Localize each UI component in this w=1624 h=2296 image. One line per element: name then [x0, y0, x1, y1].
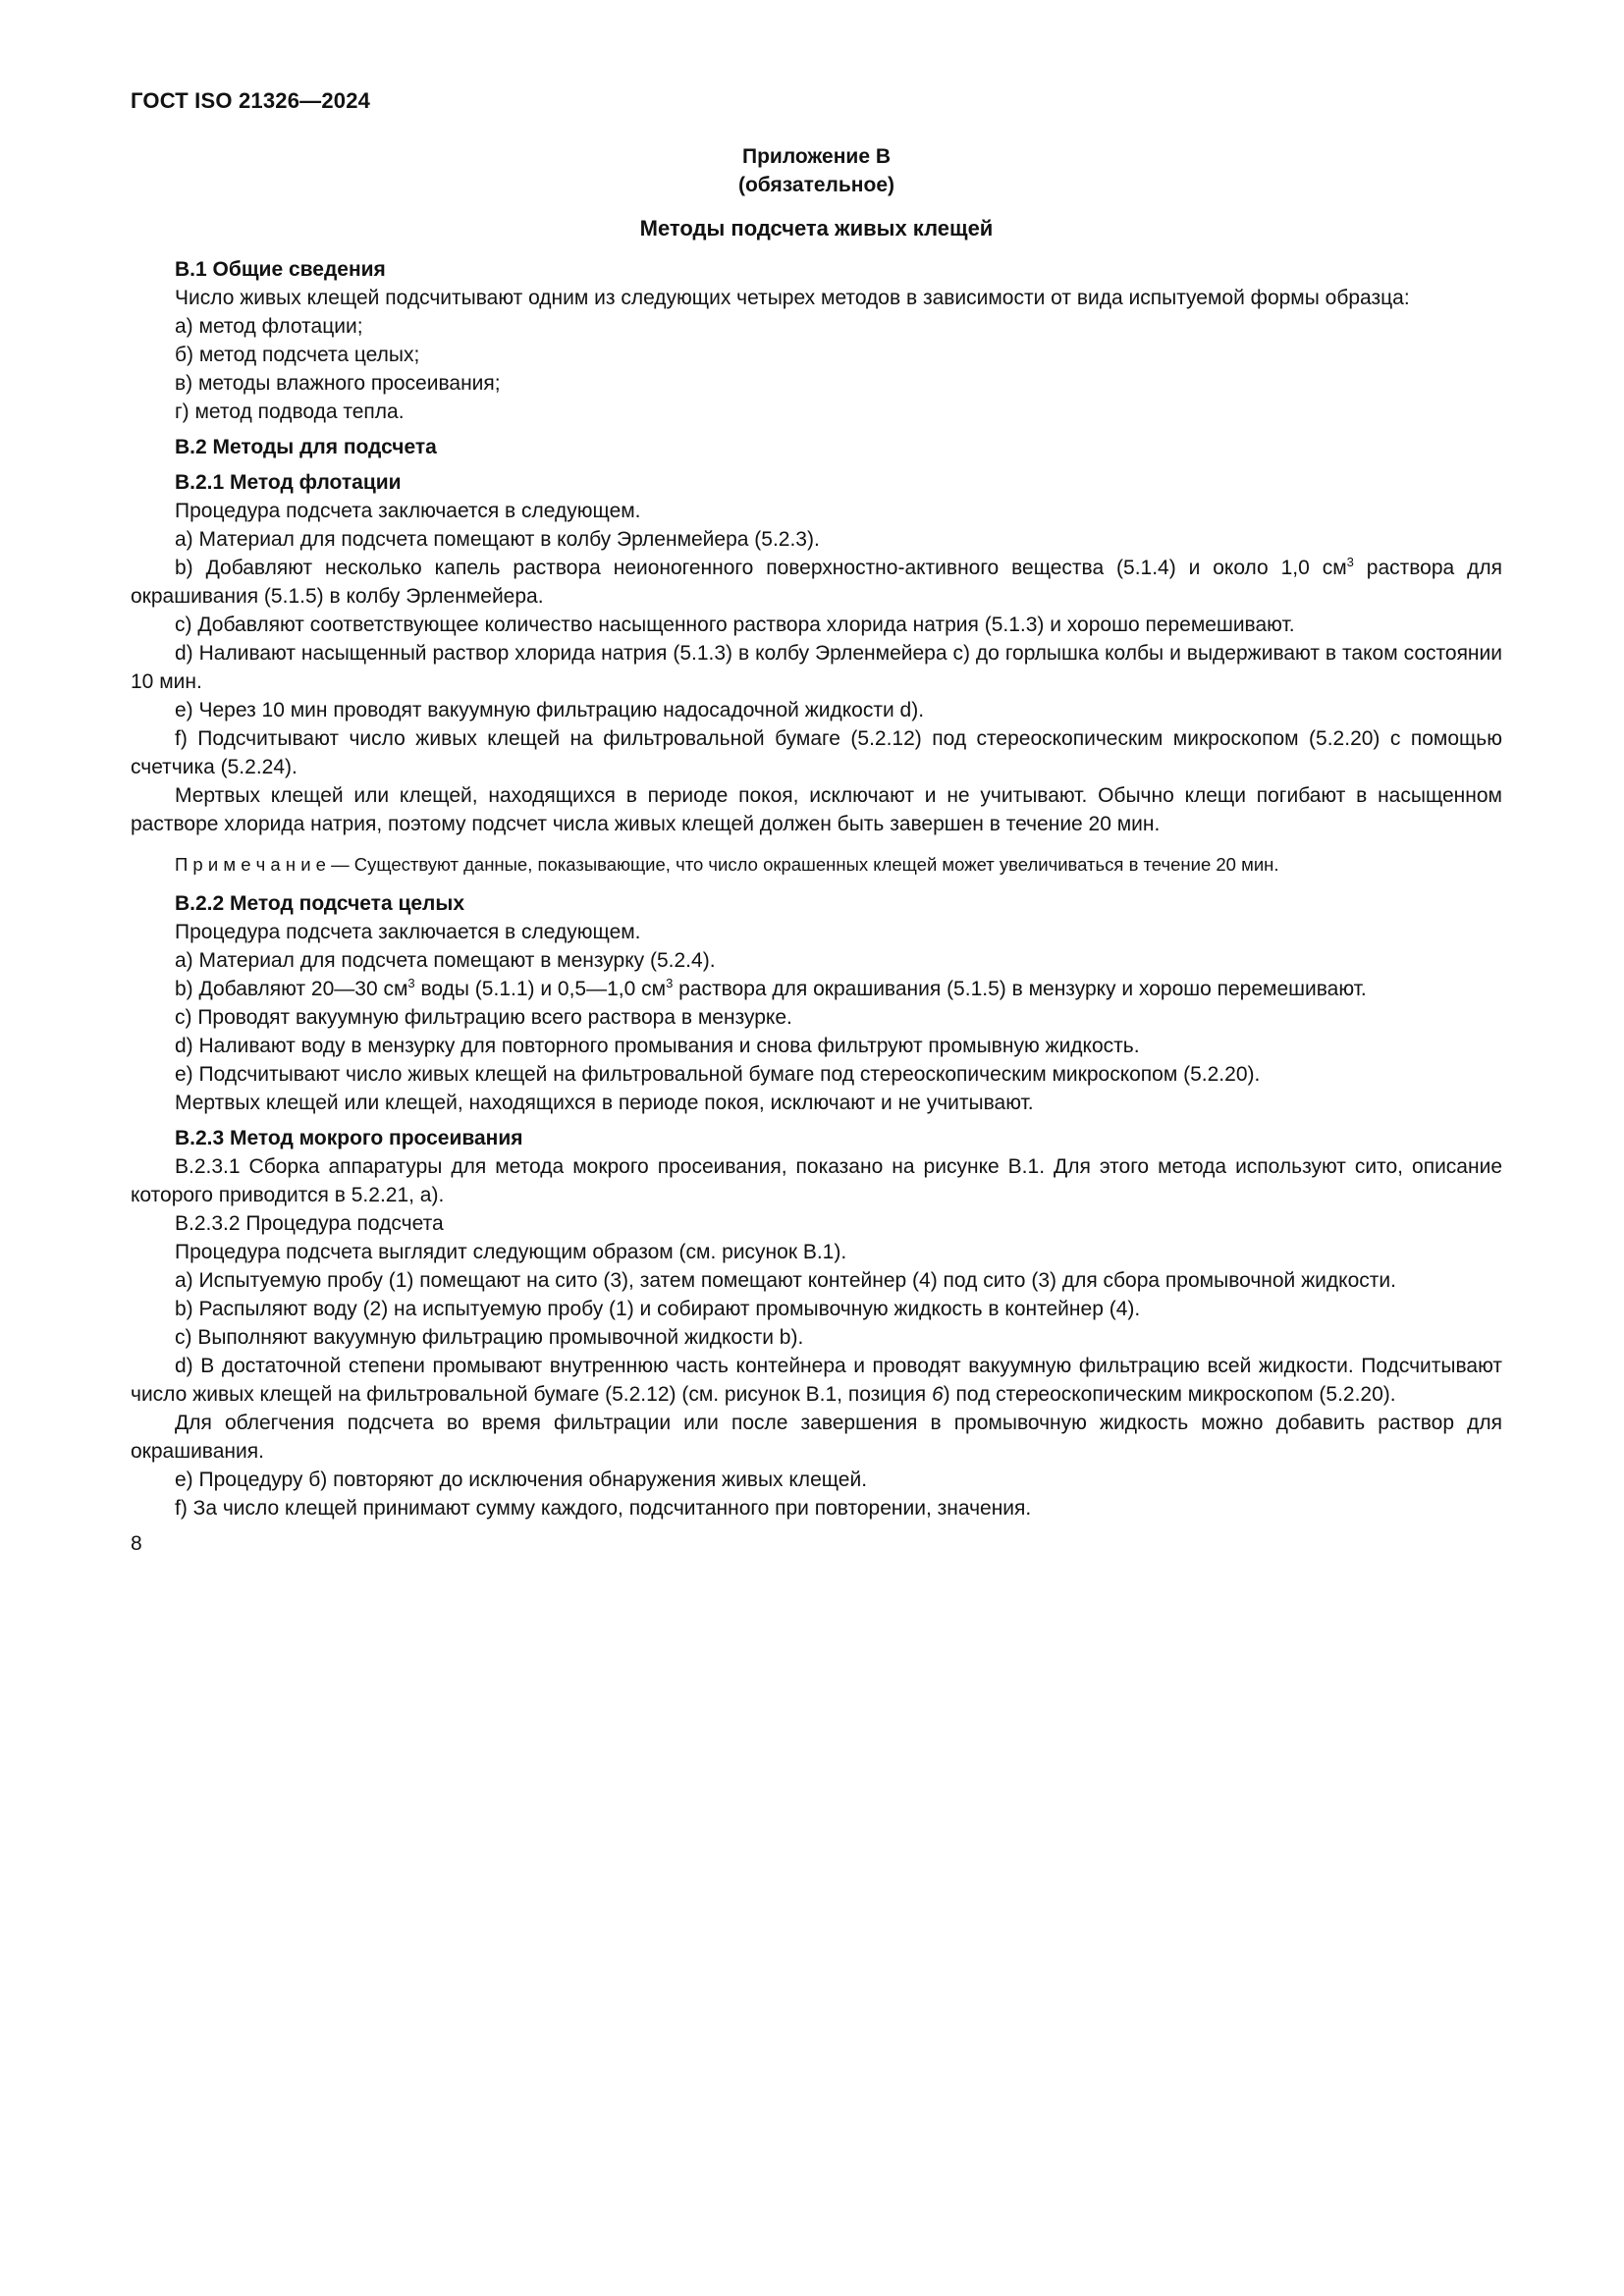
paragraph: В.2.3.2 Процедура подсчета [175, 1212, 444, 1235]
paragraph: f) Подсчитывают число живых клещей на фильтровальной бумаге (5.2.12) под стереоскопическим микроскопом (5.2.20) с помощью счетчика (5.2.24). [131, 727, 1502, 778]
paragraph: Мертвых клещей или клещей, находящихся в периоде покоя, исключают и не учитывают. [175, 1092, 1034, 1114]
paragraph: а) метод флотации; [175, 315, 363, 338]
paragraph: а) Материал для подсчета помещают в мензурку (5.2.4). [175, 949, 716, 972]
section-heading: В.2.1 Метод флотации [175, 471, 402, 494]
paragraph: с) Добавляют соответствующее количество насыщенного раствора хлорида натрия (5.1.3) и хорошо перемешивают. [175, 614, 1295, 636]
section-heading: В.2.3 Метод мокрого просеивания [175, 1127, 523, 1149]
paragraph: В.2.3.1 Сборка аппаратуры для метода мокрого просеивания, показано на рисунке В.1. Для этого метода используют сито, описание которого приводится в 5.2.21, а). [131, 1155, 1502, 1206]
paragraph: е) Подсчитывают число живых клещей на фильтровальной бумаге под стереоскопическим микроскопом (5.2.20). [175, 1063, 1261, 1086]
paragraph: е) Через 10 мин проводят вакуумную фильтрацию надосадочной жидкости d). [175, 699, 925, 721]
section-heading: В.2.2 Метод подсчета целых [175, 892, 465, 915]
annex-header [131, 142, 1502, 199]
document-code: ГОСТ ISO 21326—2024 [131, 88, 371, 113]
section-heading: В.2 Методы для подсчета [175, 436, 437, 458]
note-paragraph: П р и м е ч а н и е — Существуют данные, показывающие, что число окрашенных клещей может увеличиваться в течение 20 мин. [175, 854, 1279, 875]
paragraph: d) Наливают воду в мензурку для повторного промывания и снова фильтруют промывную жидкость. [175, 1035, 1140, 1057]
paragraph: с) Проводят вакуумную фильтрацию всего раствора в мензурке. [175, 1006, 792, 1029]
paragraph: а) Материал для подсчета помещают в колбу Эрленмейера (5.2.3). [175, 528, 820, 551]
paragraph: Процедура подсчета выглядит следующим образом (см. рисунок В.1). [175, 1241, 847, 1263]
paragraph: Число живых клещей подсчитывают одним из следующих четырех методов в зависимости от вида испытуемой формы образца: [175, 287, 1410, 309]
paragraph: Мертвых клещей или клещей, находящихся в периоде покоя, исключают и не учитывают. Обычно клещи погибают в насыщенном растворе хлорида натрия, поэтому подсчет числа живых клещей должен быть завершен в течение 20 мин. [131, 784, 1502, 835]
paragraph: f) За число клещей принимают сумму каждого, подсчитанного при повторении, значения. [175, 1497, 1032, 1520]
paragraph: b) Распыляют воду (2) на испытуемую пробу (1) и собирают промывочную жидкость в контейнер (4). [175, 1298, 1141, 1320]
annex-title: Методы подсчета живых клещей [639, 216, 994, 240]
annex-kind: (обязательное) [737, 174, 894, 196]
paragraph: b) Добавляют несколько капель раствора неионогенного поверхностно-активного вещества (5.1.4) и около 1,0 $см^3$ раствора для окрашивания (5.1.5) в колбу Эрленмейера. [131, 555, 1502, 608]
paragraph: Процедура подсчета заключается в следующем. [175, 500, 641, 522]
paragraph: в) методы влажного просеивания; [175, 372, 501, 395]
paragraph: е) Процедуру б) повторяют до исключения обнаружения живых клещей. [175, 1468, 868, 1491]
paragraph: Для облегчения подсчета во время фильтрации или после завершения в промывочную жидкость можно добавить раствор для окрашивания. [131, 1412, 1502, 1463]
paragraph: б) метод подсчета целых; [175, 344, 420, 366]
paragraph: d) Наливают насыщенный раствор хлорида натрия (5.1.3) в колбу Эрленмейера с) до горлышка колбы и выдерживают в таком состоянии 10 мин. [131, 642, 1502, 693]
annex-label: Приложение В [741, 145, 891, 168]
paragraph: с) Выполняют вакуумную фильтрацию промывочной жидкости b). [175, 1326, 804, 1349]
paragraph: а) Испытуемую пробу (1) помещают на сито (3), затем помещают контейнер (4) под сито (3) для сбора промывочной жидкости. [175, 1269, 1396, 1292]
page-number: 8 [131, 1532, 142, 1555]
paragraph: г) метод подвода тепла. [175, 400, 405, 423]
paragraph: d) В достаточной степени промывают внутреннюю часть контейнера и проводят вакуумную фильтрацию всей жидкости. Подсчитывают число живых клещей на фильтровальной бумаге (5.2.12) (см. рисунок В.1, позиция 6) под стереоскопическим микроскопом (5.2.20). [131, 1355, 1502, 1406]
paragraph: Процедура подсчета заключается в следующем. [175, 921, 641, 943]
paragraph: b) Добавляют 20—30 $см^3$ воды (5.1.1) и 0,5—1,0 $см^3$ раствора для окрашивания (5.1.5) в мензурку и хорошо перемешивают. [175, 976, 1367, 1000]
document-content [131, 255, 1502, 1522]
section-heading: В.1 Общие сведения [175, 258, 386, 281]
